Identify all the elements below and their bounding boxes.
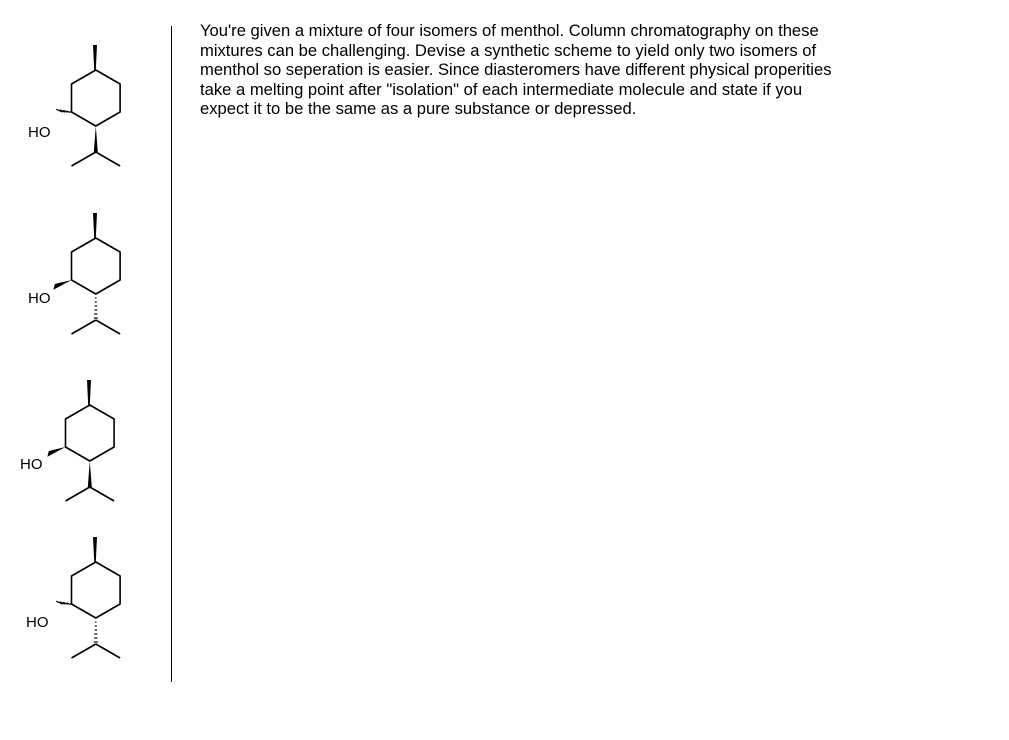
cyclohexane-ring	[72, 238, 121, 294]
methyl-wedge-bond	[93, 537, 97, 562]
cyclohexane-ring	[66, 405, 115, 461]
isopropyl-right-methyl	[96, 644, 120, 658]
hydroxyl-label: HO	[26, 614, 49, 631]
menthol-isomer-3	[20, 380, 114, 501]
methyl-wedge-bond	[93, 45, 97, 70]
methyl-wedge-bond	[87, 380, 91, 405]
isopropyl-wedge-bond	[88, 461, 92, 487]
hydroxyl-label: HO	[28, 124, 51, 141]
isopropyl-right-methyl	[96, 152, 120, 166]
cyclohexane-ring	[72, 562, 121, 618]
hydroxyl-hashed-bond	[56, 601, 73, 604]
methyl-wedge-bond	[93, 213, 97, 238]
isopropyl-left-methyl	[72, 152, 96, 166]
vertical-divider	[171, 26, 172, 682]
isopropyl-wedge-bond	[94, 126, 98, 152]
isopropyl-hashed-bond	[94, 622, 98, 642]
menthol-isomer-4	[26, 537, 120, 658]
hydroxyl-label: HO	[20, 456, 43, 473]
isopropyl-right-methyl	[90, 487, 114, 501]
isopropyl-left-methyl	[72, 320, 96, 334]
menthol-isomer-1	[28, 45, 120, 166]
isopropyl-left-methyl	[66, 487, 90, 501]
menthol-structures	[0, 0, 171, 740]
hydroxyl-label: HO	[28, 290, 51, 307]
hydroxyl-wedge-bond	[53, 280, 71, 290]
question-text: You're given a mixture of four isomers of menthol. Column chromatography on these mixtures can be challenging. Devise a synthetic scheme to yield only two isomers of menthol so seperation is easier. Since diasteromers have different physical properities take a melting point after "isolation" of each intermediate molecule and state if you expect it to be the same as a pure substance or depressed.	[200, 21, 832, 119]
isopropyl-right-methyl	[96, 320, 120, 334]
menthol-isomer-2	[28, 213, 120, 334]
hydroxyl-hashed-bond	[56, 109, 73, 112]
isopropyl-hashed-bond	[94, 298, 98, 318]
isopropyl-left-methyl	[72, 644, 96, 658]
cyclohexane-ring	[72, 70, 121, 126]
hydroxyl-wedge-bond	[47, 447, 65, 457]
